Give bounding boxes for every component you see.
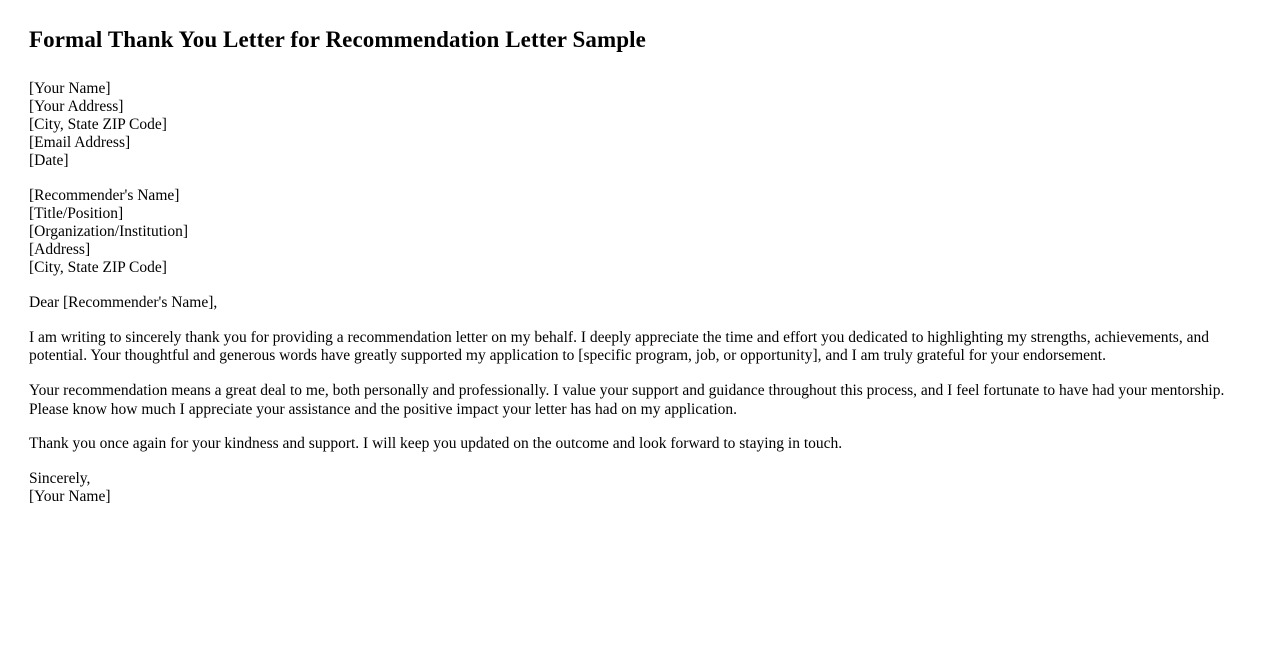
recipient-address-block [29, 187, 1248, 278]
salutation: Dear [Recommender's Name], [29, 293, 218, 311]
recipient-line-organization: [Organization/Institution] [29, 223, 188, 241]
recipient-line-city-state-zip: [City, State ZIP Code] [29, 259, 167, 277]
sender-line-date: [Date] [29, 152, 69, 170]
sender-line-email: [Email Address] [29, 134, 131, 152]
recipient-line-name: [Recommender's Name] [29, 186, 180, 204]
recipient-line-address: [Address] [29, 241, 91, 259]
page-title: Formal Thank You Letter for Recommendation Letter Sample [29, 27, 646, 52]
body-paragraph-2: Your recommendation means a great deal to me, both personally and professionally. I value your support and guidance throughout this process, and I feel fortunate to have had your mentorship. Please know how much I appreciate your assistance and the positive impact your letter has had on my application. [29, 382, 1225, 418]
body-paragraph-3: Thank you once again for your kindness and support. I will keep you updated on the outcome and look forward to staying in touch. [29, 435, 843, 453]
body-paragraph-1: I am writing to sincerely thank you for providing a recommendation letter on my behalf. I deeply appreciate the time and effort you dedicated to highlighting my strengths, achievements, and potential. Your thoughtful and generous words have greatly supported my application to [specific program, job, or opportunity], and I am truly grateful for your endorsement. [29, 328, 1209, 365]
sender-line-address: [Your Address] [29, 97, 124, 115]
sender-line-name: [Your Name] [29, 79, 111, 97]
closing-block [29, 470, 1248, 506]
closing-salutation: Sincerely, [29, 469, 91, 487]
closing-signature-name: [Your Name] [29, 488, 111, 505]
sender-line-city-state-zip: [City, State ZIP Code] [29, 116, 167, 133]
recipient-line-title: [Title/Position] [29, 204, 124, 222]
sender-address-block [29, 80, 1248, 171]
